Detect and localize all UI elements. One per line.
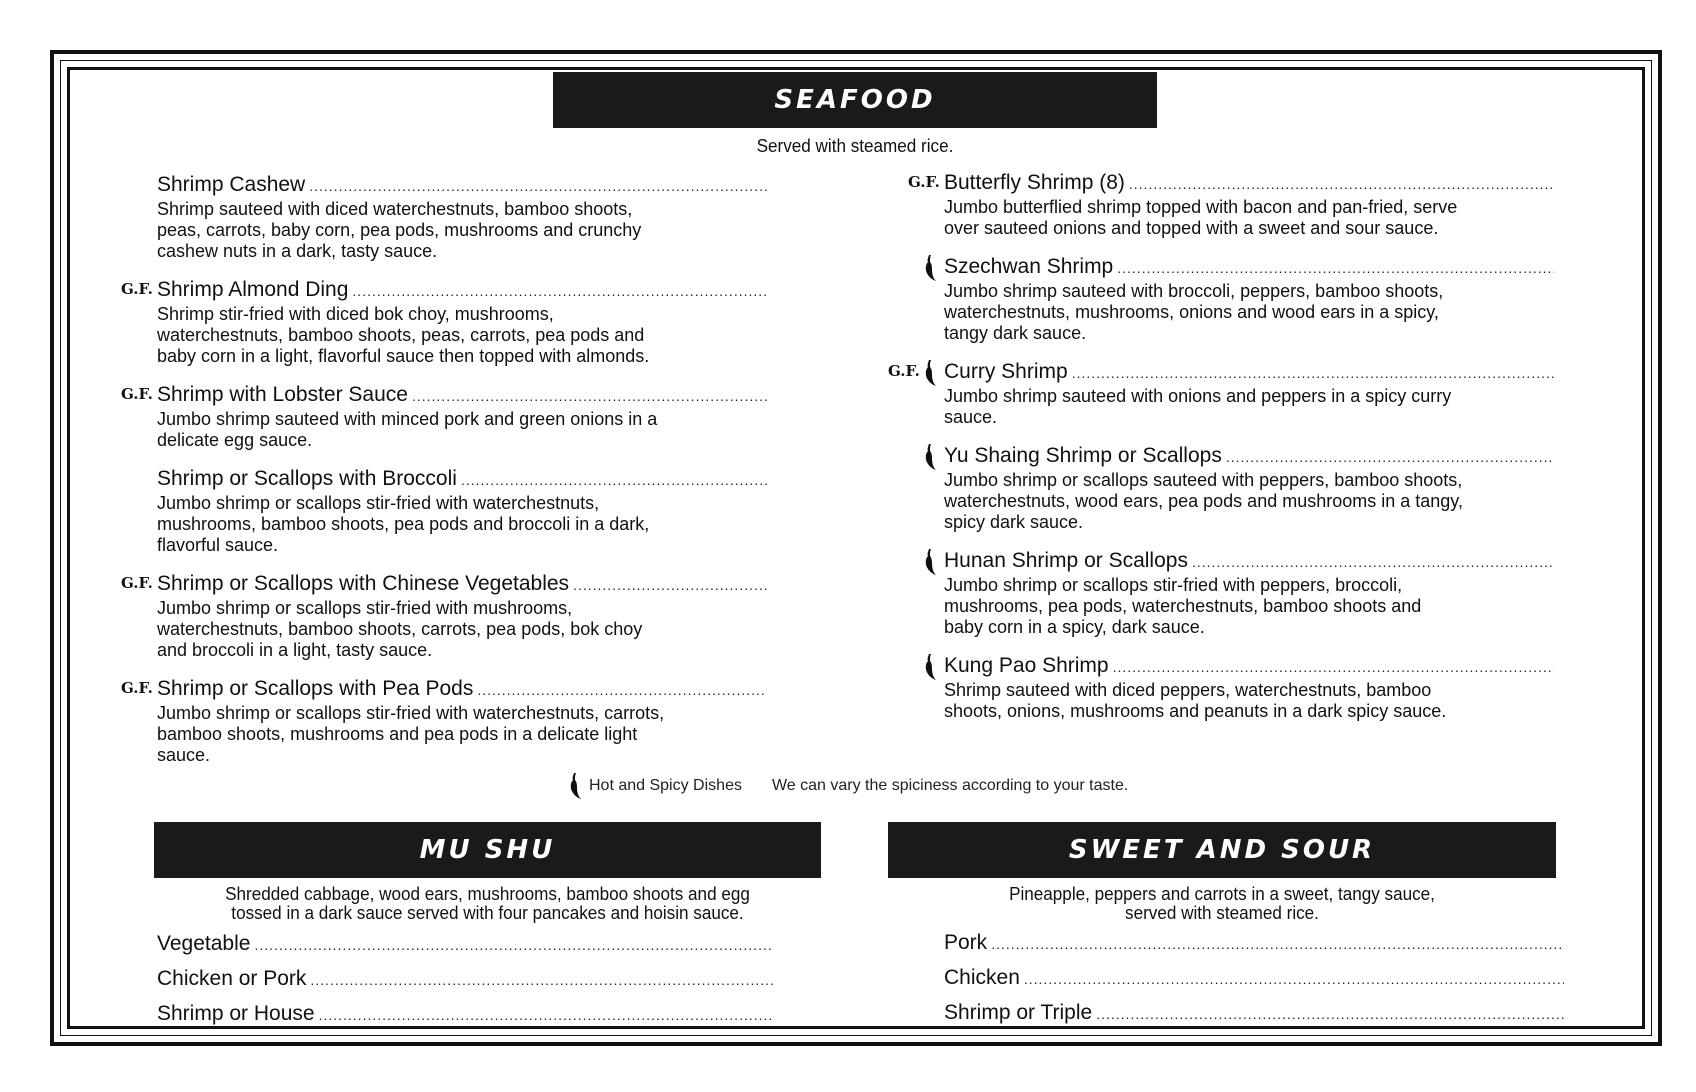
dot-leader bbox=[412, 384, 767, 408]
sweet-sour-title: SWEET AND SOUR bbox=[1068, 835, 1376, 865]
menu-item bbox=[157, 173, 767, 262]
menu-item-header bbox=[944, 255, 1554, 280]
mushu-subtitle bbox=[171, 885, 805, 923]
menu-item bbox=[157, 932, 773, 957]
gluten-free-marker: G.F. bbox=[121, 574, 153, 592]
gluten-free-marker: G.F. bbox=[121, 280, 153, 298]
menu-item bbox=[121, 383, 767, 451]
menu-item bbox=[157, 1002, 773, 1027]
spicy-legend bbox=[567, 772, 1128, 800]
sweet-sour-subtitle-line2: served with steamed rice. bbox=[1125, 903, 1319, 923]
chili-pepper-icon bbox=[922, 254, 940, 282]
menu-item bbox=[944, 255, 1554, 344]
menu-item bbox=[157, 967, 773, 992]
menu-item-header bbox=[944, 444, 1554, 469]
menu-item-header bbox=[944, 360, 1554, 385]
mushu-title: MU SHU bbox=[419, 835, 556, 865]
dot-leader bbox=[319, 1003, 773, 1027]
menu-item bbox=[908, 171, 1554, 239]
dot-leader bbox=[1192, 550, 1554, 574]
sweet-sour-banner bbox=[888, 822, 1556, 878]
menu-item bbox=[121, 572, 767, 661]
gluten-free-marker: G.F. bbox=[908, 173, 940, 191]
menu-item-name: Kung Pao Shrimp bbox=[944, 654, 1109, 677]
seafood-subtitle: Served with steamed rice. bbox=[756, 136, 954, 156]
menu-item bbox=[121, 677, 767, 766]
menu-item-name: Butterfly Shrimp (8) bbox=[944, 171, 1125, 194]
chili-pepper-icon bbox=[922, 548, 940, 576]
gluten-free-marker: G.F. bbox=[121, 679, 153, 697]
menu-item-name: Shrimp Almond Ding bbox=[157, 278, 349, 301]
dot-leader bbox=[573, 573, 767, 597]
menu-item-name: Shrimp or Triple bbox=[944, 1001, 1093, 1024]
menu-item-description: Jumbo shrimp or scallops stir-fried with mushrooms, waterchestnuts, bamboo shoots, carrots, pea pods, bok choy and broccoli in a light, tasty sauce. bbox=[157, 598, 643, 660]
seafood-title: SEAFOOD bbox=[774, 85, 936, 115]
dot-leader bbox=[309, 174, 767, 198]
menu-item-description: Jumbo shrimp sauteed with broccoli, peppers, bamboo shoots, waterchestnuts, mushrooms, onions and wood ears in a spicy, tangy dark sauce. bbox=[944, 281, 1444, 343]
menu-item bbox=[944, 549, 1554, 638]
menu-item-name: Hunan Shrimp or Scallops bbox=[944, 549, 1188, 572]
gluten-free-marker: G.F. bbox=[888, 362, 920, 380]
menu-item-name: Chicken bbox=[944, 966, 1020, 989]
menu-item-header bbox=[157, 677, 767, 702]
menu-item-description: Shrimp sauteed with diced waterchestnuts, bamboo shoots, peas, carrots, baby corn, pea pods, mushrooms and crunchy cashew nuts in a dark, tasty sauce. bbox=[157, 199, 642, 261]
dot-leader bbox=[310, 968, 773, 992]
menu-item-description: Jumbo shrimp or scallops stir-fried with waterchestnuts, carrots, bamboo shoots, mushrooms and pea pods in a delicate light sauce. bbox=[157, 703, 665, 765]
menu-item bbox=[121, 278, 767, 367]
menu-item-header bbox=[157, 383, 767, 408]
sweet-sour-subtitle bbox=[905, 885, 1540, 923]
sweet-sour-list bbox=[944, 931, 1564, 1036]
menu-item bbox=[888, 360, 1554, 428]
chili-pepper-icon bbox=[922, 359, 940, 387]
menu-item-name: Yu Shaing Shrimp or Scallops bbox=[944, 444, 1222, 467]
mushu-subtitle-line2: tossed in a dark sauce served with four pancakes and hoisin sauce. bbox=[231, 903, 744, 923]
menu-item bbox=[944, 654, 1554, 722]
menu-item-description: Shrimp sauteed with diced peppers, waterchestnuts, bamboo shoots, onions, mushrooms and peanuts in a dark spicy sauce. bbox=[944, 680, 1447, 721]
menu-item-header bbox=[157, 572, 767, 597]
seafood-right-column bbox=[888, 171, 1554, 738]
menu-item-header bbox=[944, 654, 1554, 679]
menu-item-name: Pork bbox=[944, 931, 988, 954]
menu-item bbox=[944, 444, 1554, 533]
chili-pepper-icon bbox=[567, 772, 583, 800]
menu-item-description: Jumbo shrimp or scallops stir-fried with peppers, broccoli, mushrooms, pea pods, waterchestnuts, bamboo shoots and baby corn in a spicy, dark sauce. bbox=[944, 575, 1422, 637]
mushu-banner bbox=[154, 822, 821, 878]
dot-leader bbox=[1113, 655, 1554, 679]
menu-item-description: Jumbo butterflied shrimp topped with bacon and pan-fried, serve over sauteed onions and topped with a sweet and sour sauce. bbox=[944, 197, 1458, 238]
menu-item-header bbox=[944, 549, 1554, 574]
menu-item-header bbox=[157, 467, 767, 492]
menu-item-description: Jumbo shrimp or scallops sauteed with peppers, bamboo shoots, waterchestnuts, wood ears, pea pods and mushrooms in a tangy, spicy dark sauce. bbox=[944, 470, 1463, 532]
spicy-legend-label: Hot and Spicy Dishes bbox=[589, 777, 742, 794]
menu-item-name: Vegetable bbox=[157, 932, 251, 955]
menu-item-description: Jumbo shrimp or scallops stir-fried with waterchestnuts, mushrooms, bamboo shoots, pea pods and broccoli in a dark, flavorful sauce. bbox=[157, 493, 650, 555]
menu-item-description: Shrimp stir-fried with diced bok choy, mushrooms, waterchestnuts, bamboo shoots, peas, carrots, pea pods and baby corn in a light, flavorful sauce then topped with almonds. bbox=[157, 304, 650, 366]
menu-item-header bbox=[944, 171, 1554, 196]
chili-pepper-icon bbox=[922, 653, 940, 681]
menu-item-header bbox=[157, 278, 767, 303]
menu-item-description: Jumbo shrimp sauteed with onions and peppers in a spicy curry sauce. bbox=[944, 386, 1452, 427]
dot-leader bbox=[1024, 967, 1564, 991]
dot-leader bbox=[1226, 445, 1554, 469]
menu-item-header bbox=[157, 173, 767, 198]
dot-leader bbox=[1129, 172, 1554, 196]
gluten-free-marker: G.F. bbox=[121, 385, 153, 403]
dot-leader bbox=[461, 468, 767, 492]
menu-item-name: Shrimp or House bbox=[157, 1002, 315, 1025]
seafood-left-column bbox=[121, 173, 767, 782]
menu-item-name: Chicken or Pork bbox=[157, 967, 307, 990]
menu-item-description: Jumbo shrimp sauteed with minced pork and green onions in a delicate egg sauce. bbox=[157, 409, 658, 450]
dot-leader bbox=[254, 933, 773, 957]
menu-item-name: Shrimp or Scallops with Broccoli bbox=[157, 467, 457, 490]
dot-leader bbox=[477, 678, 767, 702]
menu-item-name: Shrimp or Scallops with Chinese Vegetables bbox=[157, 572, 570, 595]
mushu-subtitle-line1: Shredded cabbage, wood ears, mushrooms, bamboo shoots and egg bbox=[225, 884, 750, 904]
menu-item-name: Shrimp or Scallops with Pea Pods bbox=[157, 677, 474, 700]
menu-item-name: Shrimp with Lobster Sauce bbox=[157, 383, 408, 406]
menu-item-name: Shrimp Cashew bbox=[157, 173, 306, 196]
dot-leader bbox=[1117, 256, 1554, 280]
seafood-banner bbox=[553, 72, 1157, 128]
sweet-sour-subtitle-line1: Pineapple, peppers and carrots in a sweet, tangy sauce, bbox=[1009, 884, 1435, 904]
menu-item bbox=[944, 966, 1564, 991]
chili-pepper-icon bbox=[922, 443, 940, 471]
dot-leader bbox=[991, 932, 1564, 956]
menu-item bbox=[944, 931, 1564, 956]
dot-leader bbox=[1072, 361, 1554, 385]
menu-item-name: Szechwan Shrimp bbox=[944, 255, 1114, 278]
spicy-legend-note: We can vary the spiciness according to your taste. bbox=[771, 777, 1129, 794]
dot-leader bbox=[1096, 1002, 1564, 1026]
menu-item-name: Curry Shrimp bbox=[944, 360, 1068, 383]
menu-item bbox=[157, 467, 767, 556]
mushu-list bbox=[157, 932, 773, 1037]
dot-leader bbox=[352, 279, 767, 303]
menu-item bbox=[944, 1001, 1564, 1026]
